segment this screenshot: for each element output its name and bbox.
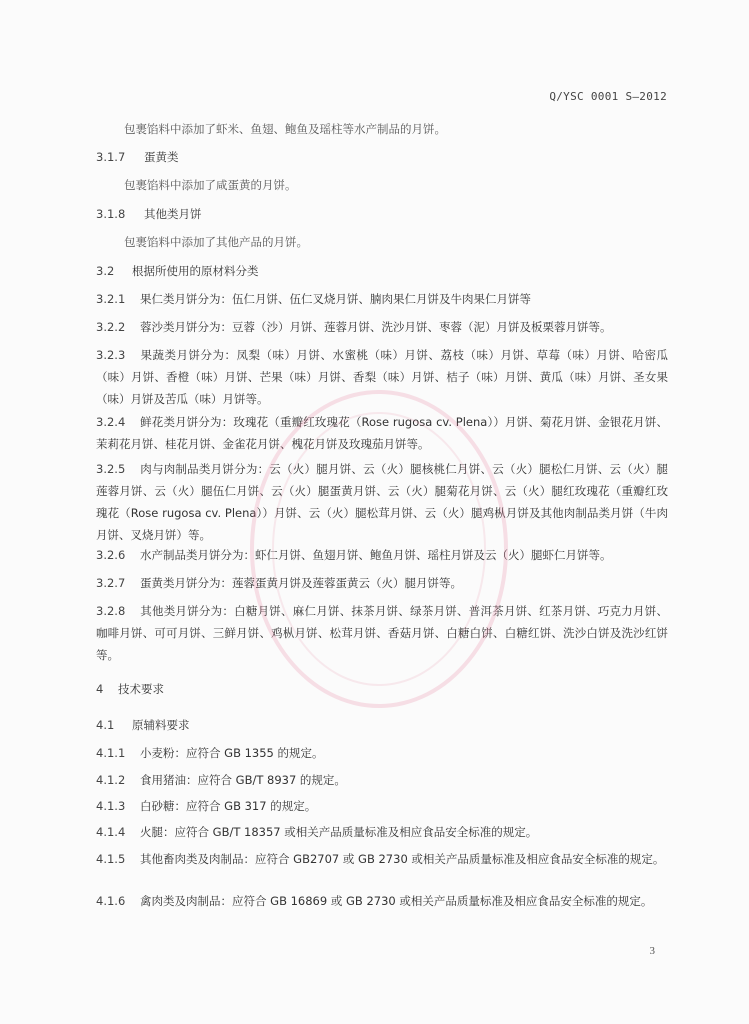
- clause-4-1-6: [96, 890, 668, 934]
- clause-text: 其他畜肉类及肉制品：应符合 GB2707 或 GB 2730 或相关产品质量标准及相应食品安全标准的规定。: [140, 852, 665, 866]
- section-heading-3-1-7: [96, 146, 668, 168]
- clause-number: 3.2.4: [96, 415, 126, 429]
- section-title: 蛋黄类: [144, 150, 179, 164]
- clause-text: 鲜花类月饼分为：玫瑰花（重瓣红玫瑰花（Rose rugosa cv. Plena））月饼、菊花月饼、金银花月饼、茉莉花月饼、桂花月饼、金雀花月饼、槐花月饼及玫瑰茄月饼等。: [96, 415, 668, 451]
- clause-text: 蛋黄类月饼分为：莲蓉蛋黄月饼及莲蓉蛋黄云（火）腿月饼等。: [140, 576, 462, 590]
- clause-number: 4.1.3: [96, 799, 126, 813]
- section-number: 3.2: [96, 264, 115, 278]
- clause-4-1-2: [96, 769, 668, 791]
- clause-4-1-1: [96, 742, 668, 764]
- clause-text: 食用猪油：应符合 GB/T 8937 的规定。: [140, 773, 346, 787]
- clause-3-2-8: [96, 600, 668, 666]
- clause-number: 3.2.2: [96, 320, 126, 334]
- clause-text: 火腿：应符合 GB/T 18357 或相关产品质量标准及相应食品安全标准的规定。: [140, 825, 538, 839]
- clause-number: 4.1.1: [96, 746, 126, 760]
- clause-number: 3.2.1: [96, 292, 126, 306]
- clause-text: 其他类月饼分为：白糖月饼、麻仁月饼、抹茶月饼、绿茶月饼、普洱茶月饼、红茶月饼、巧克力月饼、咖啡月饼、可可月饼、三鲜月饼、鸡枞月饼、松茸月饼、香菇月饼、白糖白饼、白糖红饼、洗沙白饼及洗沙红饼等。: [96, 604, 668, 662]
- section-number: 4: [96, 682, 104, 696]
- clause-4-1-3: [96, 795, 668, 817]
- clause-3-2-2: [96, 316, 668, 338]
- clause-text: 肉与肉制品类月饼分为：云（火）腿月饼、云（火）腿核桃仁月饼、云（火）腿松仁月饼、云（火）腿莲蓉月饼、云（火）腿伍仁月饼、云（火）腿蛋黄月饼、云（火）腿菊花月饼、云（火）腿红玫瑰花（重瓣红玫瑰花（Rose rugosa cv. Plena））月饼、云（火）腿松茸月饼、云（火）腿鸡枞月饼及其他肉制品类月饼（牛肉月饼、叉烧月饼）等。: [96, 462, 668, 542]
- section-heading-4-1: [96, 714, 668, 736]
- clause-number: 3.2.8: [96, 604, 126, 618]
- paragraph: 包裹馅料中添加了虾米、鱼翅、鲍鱼及瑶柱等水产制品的月饼。: [124, 122, 446, 136]
- clause-number: 4.1.6: [96, 894, 126, 908]
- clause-4-1-5: [96, 848, 668, 892]
- paragraph: 包裹馅料中添加了其他产品的月饼。: [124, 235, 308, 249]
- section-number: 4.1: [96, 718, 115, 732]
- clause-text: 小麦粉：应符合 GB 1355 的规定。: [140, 746, 324, 760]
- section-title: 技术要求: [118, 682, 164, 696]
- clause-number: 3.2.7: [96, 576, 126, 590]
- clause-number: 4.1.4: [96, 825, 126, 839]
- page-number: 3: [649, 945, 655, 957]
- section-title: 原辅料要求: [132, 718, 190, 732]
- section-heading-3-1-8: [96, 203, 668, 225]
- clause-number: 4.1.5: [96, 852, 126, 866]
- clause-3-2-6: [96, 544, 668, 566]
- clause-3-2-4: [96, 411, 668, 455]
- clause-text: 禽肉类及肉制品：应符合 GB 16869 或 GB 2730 或相关产品质量标准及相应食品安全标准的规定。: [140, 894, 653, 908]
- section-title: 根据所使用的原材料分类: [132, 264, 259, 278]
- section-title: 其他类月饼: [144, 207, 202, 221]
- clause-number: 3.2.3: [96, 348, 126, 362]
- standard-code: Q/YSC 0001 S—2012: [549, 90, 667, 103]
- clause-3-2-1: [96, 288, 668, 310]
- clause-3-2-3: [96, 344, 668, 410]
- clause-text: 果蔬类月饼分为：凤梨（味）月饼、水蜜桃（味）月饼、荔枝（味）月饼、草莓（味）月饼、哈密瓜（味）月饼、香橙（味）月饼、芒果（味）月饼、香梨（味）月饼、桔子（味）月饼、黄瓜（味）月饼、圣女果（味）月饼及苦瓜（味）月饼等。: [96, 348, 668, 406]
- clause-number: 3.2.6: [96, 548, 126, 562]
- clause-3-2-7: [96, 572, 668, 594]
- clause-text: 白砂糖：应符合 GB 317 的规定。: [140, 799, 317, 813]
- clause-number: 4.1.2: [96, 773, 126, 787]
- clause-text: 蓉沙类月饼分为：豆蓉（沙）月饼、莲蓉月饼、洗沙月饼、枣蓉（泥）月饼及板栗蓉月饼等。: [140, 320, 612, 334]
- clause-number: 3.2.5: [96, 462, 126, 476]
- clause-3-2-5: [96, 458, 668, 546]
- section-heading-4: [96, 678, 668, 700]
- clause-text: 水产制品类月饼分为：虾仁月饼、鱼翅月饼、鲍鱼月饼、瑶柱月饼及云（火）腿虾仁月饼等。: [140, 548, 612, 562]
- clause-text: 果仁类月饼分为：伍仁月饼、伍仁叉烧月饼、腩肉果仁月饼及牛肉果仁月饼等: [140, 292, 531, 306]
- section-number: 3.1.8: [96, 207, 126, 221]
- section-heading-3-2: [96, 260, 668, 282]
- paragraph: 包裹馅料中添加了咸蛋黄的月饼。: [124, 178, 297, 192]
- clause-4-1-4: [96, 821, 668, 843]
- section-number: 3.1.7: [96, 150, 126, 164]
